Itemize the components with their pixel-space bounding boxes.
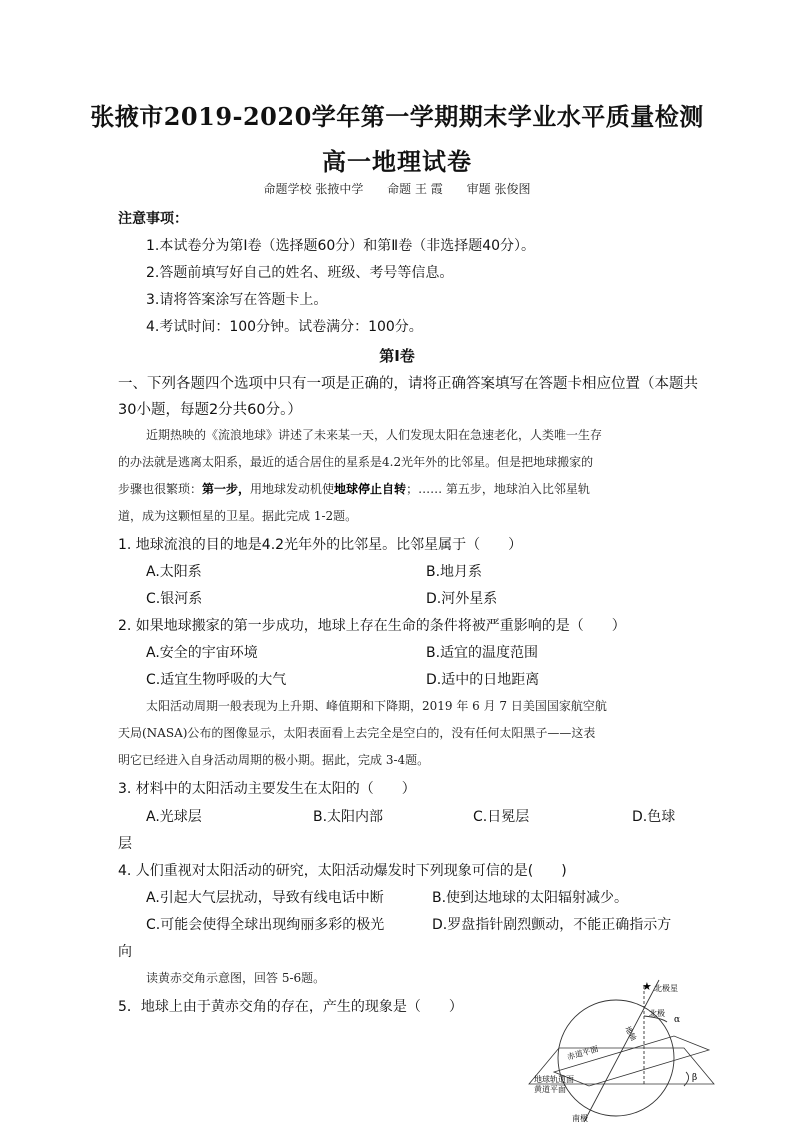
material-text: 太阳活动周期一般表现为上升期、峰值期和下降期，2019 年 6 月 7 日美国国家航空航 xyxy=(146,699,607,713)
q3-option-c: C.日冕层 xyxy=(473,809,530,825)
part-title: 第Ⅰ卷 xyxy=(379,347,415,365)
exam-subtitle: 高一地理试卷 xyxy=(322,147,472,176)
notice-item: 3.请将答案涂写在答题卡上。 xyxy=(146,292,328,308)
q2-option-b: B.适宜的温度范围 xyxy=(426,645,539,661)
material-text: 步骤也很繁琐：第一步，用地球发动机使地球停止自转；…… 第五步，地球泊入比邻星轨 xyxy=(118,482,590,496)
question-5-stem: 5．地球上由于黄赤交角的存在，产生的现象是（ ） xyxy=(118,999,463,1015)
notice-item: 4.考试时间：100分钟。试卷满分：100分。 xyxy=(146,319,423,335)
question-1-stem: 1. 地球流浪的目的地是4.2光年外的比邻星。比邻星属于（ ） xyxy=(118,537,523,553)
section-instruction-cont: 30小题，每题2分共60分。） xyxy=(118,402,302,418)
byline-reviewer: 审题 张俊图 xyxy=(466,182,531,196)
q1-option-d: D.河外星系 xyxy=(426,591,498,607)
q4-option-d-wrap: 向 xyxy=(118,944,132,960)
q4-option-d: D.罗盘指针剧烈颤动，不能正确指示方 xyxy=(432,917,672,933)
question-3-stem: 3. 材料中的太阳活动主要发生在太阳的（ ） xyxy=(118,781,416,797)
label-equator-plane: 赤道平面 xyxy=(566,1044,600,1062)
material-text: 近期热映的《流浪地球》讲述了未来某一天，人们发现太阳在急速老化，人类唯一生存 xyxy=(146,428,603,442)
q4-option-b: B.使到达地球的太阳辐射减少。 xyxy=(432,890,629,906)
q3-option-d-wrap: 层 xyxy=(118,836,132,852)
q3-option-a: A.光球层 xyxy=(146,809,202,825)
label-axis: 地轴 xyxy=(623,1024,639,1043)
north-star-icon: ★ xyxy=(642,980,652,993)
section-instruction: 一、下列各题四个选项中只有一项是正确的，请将正确答案填写在答题卡相应位置（本题共 xyxy=(118,376,698,392)
label-north-star: 北极星 xyxy=(654,984,678,993)
notice-item: 2.答题前填写好自己的姓名、班级、考号等信息。 xyxy=(146,265,454,281)
material-text: 天局(NASA)公布的图像显示，太阳表面看上去完全是空白的，没有任何太阳黑子——这表 xyxy=(118,726,596,740)
label-alpha: α xyxy=(674,1015,681,1025)
material-text: 的办法就是逃离太阳系，最近的适合居住的星系是4.2光年外的比邻星。但是把地球搬家的 xyxy=(118,455,594,469)
notice-item: 1.本试卷分为第Ⅰ卷（选择题60分）和第Ⅱ卷（非选择题40分）。 xyxy=(146,238,536,254)
q4-option-c: C.可能会使得全球出现绚丽多彩的极光 xyxy=(146,917,385,933)
q4-option-a: A.引起大气层扰动，导致有线电话中断 xyxy=(146,890,384,906)
notice-heading: 注意事项： xyxy=(118,211,188,227)
q2-option-d: D.适中的日地距离 xyxy=(426,672,540,688)
question-4-stem: 4. 人们重视对太阳活动的研究，太阳活动爆发时下列现象可信的是( ) xyxy=(118,863,567,879)
byline xyxy=(0,180,794,197)
byline-author: 命题 王 霞 xyxy=(387,182,443,196)
label-south-pole: 南极 xyxy=(572,1114,588,1123)
label-north-pole: 北极 xyxy=(649,1009,665,1018)
q2-option-c: C.适宜生物呼吸的大气 xyxy=(146,672,287,688)
equator-plane-shape xyxy=(554,1036,709,1086)
label-orbit-plane: 地球轨道面 xyxy=(534,1075,574,1084)
label-ecliptic-plane: 黄道平面 xyxy=(534,1085,566,1094)
material-text: 道，成为这颗恒星的卫星。据此完成 1-2题。 xyxy=(118,509,358,523)
exam-title: 张掖市2019-2020学年第一学期期末学业水平质量检测 xyxy=(90,102,704,131)
q1-option-b: B.地月系 xyxy=(426,564,483,580)
obliquity-diagram xyxy=(524,976,724,1123)
question-2-stem: 2. 如果地球搬家的第一步成功，地球上存在生命的条件将被严重影响的是（ ） xyxy=(118,618,626,634)
material-text: 明它已经进入自身活动周期的极小期。据此，完成 3-4题。 xyxy=(118,753,430,767)
material-text: 读黄赤交角示意图，回答 5-6题。 xyxy=(146,971,326,985)
q2-option-a: A.安全的宇宙环境 xyxy=(146,645,258,661)
q1-option-a: A.太阳系 xyxy=(146,564,202,580)
q1-option-c: C.银河系 xyxy=(146,591,203,607)
label-beta: β xyxy=(692,1073,698,1083)
q3-option-d: D.色球 xyxy=(632,809,676,825)
q3-option-b: B.太阳内部 xyxy=(313,809,384,825)
byline-school: 命题学校 张掖中学 xyxy=(263,182,364,196)
